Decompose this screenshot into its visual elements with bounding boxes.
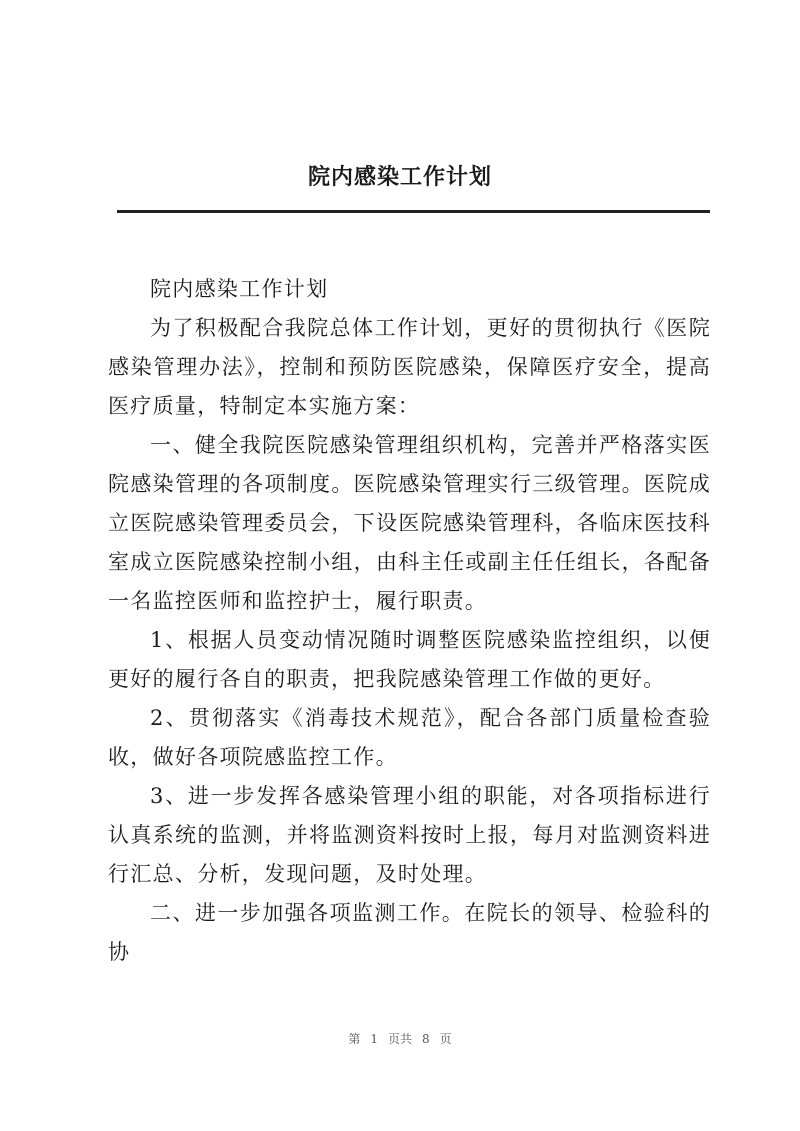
paragraph-section-one: 一、健全我院医院感染管理组织机构，完善并严格落实医院感染管理的各项制度。医院感染管理实行三级管理。医院成立医院感染管理委员会，下设医院感染管理科，各临床医技科室成立医院感染控制小组，由科主任或副主任任组长，各配备一名监控医师和监控护士，履行职责。 bbox=[108, 433, 711, 613]
paragraph-heading: 院内感染工作计划 bbox=[150, 277, 329, 301]
paragraph-intro: 为了积极配合我院总体工作计划，更好的贯彻执行《医院感染管理办法》，控制和预防医院感染，保障医疗安全，提高医疗质量，特制定本实施方案： bbox=[108, 316, 711, 418]
footer-suffix: 页 bbox=[439, 1032, 452, 1046]
paragraph-section-two: 二、进一步加强各项监测工作。在院长的领导、检验科的协 bbox=[108, 901, 711, 964]
document-body bbox=[108, 270, 711, 972]
title-divider bbox=[117, 210, 710, 213]
footer-prefix: 第 bbox=[348, 1032, 361, 1046]
footer-total-pages: 8 bbox=[422, 1032, 430, 1046]
paragraph-item-2: 2、贯彻落实《消毒技术规范》，配合各部门质量检查验收，做好各项院感监控工作。 bbox=[108, 706, 711, 769]
page-footer bbox=[0, 1030, 800, 1047]
paragraph-item-3: 3、进一步发挥各感染管理小组的职能，对各项指标进行认真系统的监测，并将监测资料按时上报，每月对监测资料进行汇总、分析，发现问题，及时处理。 bbox=[108, 784, 711, 886]
footer-current-page: 1 bbox=[370, 1032, 378, 1046]
document-title: 院内感染工作计划 bbox=[307, 164, 492, 190]
paragraph-item-1: 1、根据人员变动情况随时调整医院感染监控组织，以便更好的履行各自的职责，把我院感染管理工作做的更好。 bbox=[108, 628, 711, 691]
footer-mid: 页共 bbox=[387, 1032, 412, 1046]
